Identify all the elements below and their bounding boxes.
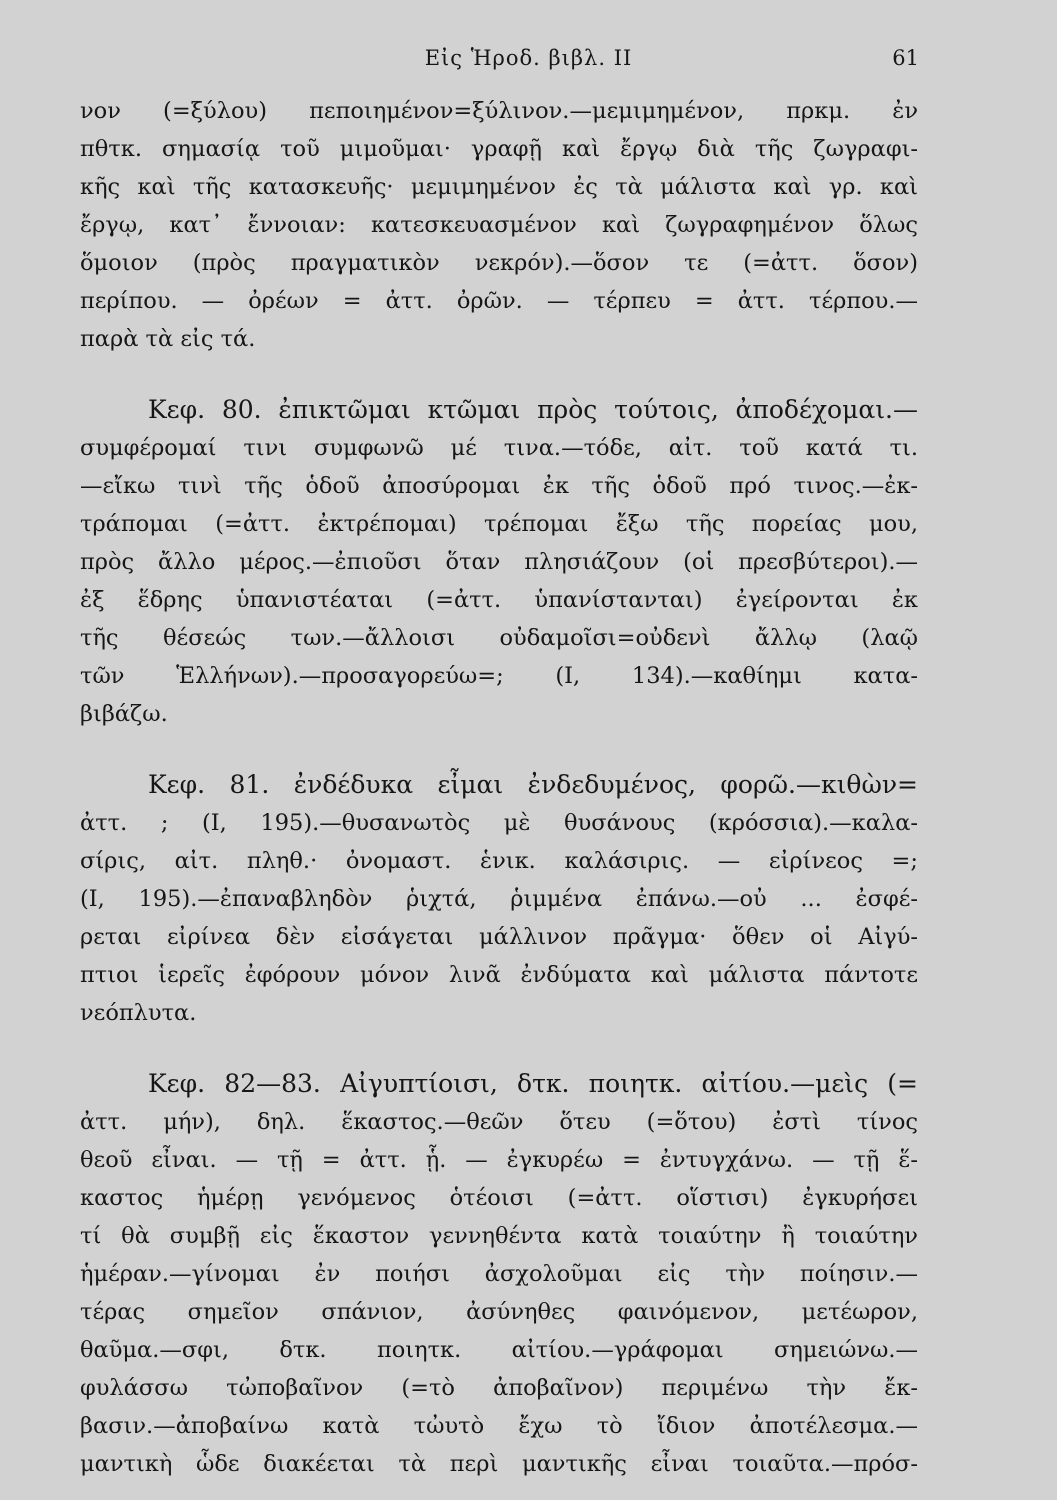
text-line: θεοῦ εἶναι. — τῇ = ἀττ. ᾗ. — ἐγκυρέω = ἐντυγχάνω. — τῇ ἕ- bbox=[80, 1147, 918, 1173]
text-line: τί θὰ συμβῇ εἰς ἕκαστον γεννηθέντα κατὰ τοιαύτην ἢ τοιαύτην bbox=[80, 1223, 918, 1249]
text-line: ἀττ. μήν), δηλ. ἕκαστος.—θεῶν ὅτευ (=ὅτου) ἐστὶ τίνος bbox=[80, 1109, 918, 1135]
text-line: —εἴκω τινὶ τῆς ὁδοῦ ἀποσύρομαι ἐκ τῆς ὁδοῦ πρό τινος.—ἐκ- bbox=[80, 473, 918, 499]
text-line: νεόπλυτα. bbox=[80, 1000, 197, 1026]
text-line: τῶν Ἑλλήνων).—προσαγορεύω=; (I, 134).—καθίημι κατα- bbox=[80, 663, 918, 689]
chapter-81-heading-line: Κεφ. 81. ἐνδέδυκα εἶμαι ἐνδεδυμένος, φορῶ.—κιθὼν= bbox=[148, 770, 918, 799]
text-line: μαντικὴ ὧδε διακέεται τὰ περὶ μαντικῆς εἶναι τοιαῦτα.—πρόσ- bbox=[80, 1451, 918, 1477]
text-line: νον (=ξύλου) πεποιημένον=ξύλινον.—μεμιμημένον, πρκμ. ἐν bbox=[80, 98, 918, 124]
text-line: περίπου. — ὀρέων = ἀττ. ὀρῶν. — τέρπευ = ἀττ. τέρπου.— bbox=[80, 288, 918, 314]
text-line: παρὰ τὰ εἰς τά. bbox=[80, 326, 256, 352]
text-line: ρεται εἰρίνεα δὲν εἰσάγεται μάλλινον πρᾶγμα· ὅθεν οἱ Αἰγύ- bbox=[80, 924, 918, 950]
text-line: ἀττ. ; (I, 195).—θυσανωτὸς μὲ θυσάνους (κρόσσια).—καλα- bbox=[80, 810, 918, 836]
running-header bbox=[0, 42, 1057, 82]
text-line: βασιν.—ἀποβαίνω κατὰ τὠυτὸ ἔχω τὸ ἴδιον ἀποτέλεσμα.— bbox=[80, 1413, 918, 1439]
text-line: τράπομαι (=ἀττ. ἐκτρέπομαι) τρέπομαι ἔξω τῆς πορείας μου, bbox=[80, 511, 918, 537]
text-line: ὅμοιον (πρὸς πραγματικὸν νεκρόν).—ὅσον τε (=ἀττ. ὅσον) bbox=[80, 250, 918, 276]
text-line: (I, 195).—ἐπαναβληδὸν ῥιχτά, ῥιμμένα ἐπάνω.—οὐ ... ἐσφέ- bbox=[80, 886, 918, 912]
text-line: πτιοι ἱερεῖς ἐφόρουν μόνον λινᾶ ἐνδύματα καὶ μάλιστα πάντοτε bbox=[80, 962, 918, 988]
text-line: ἔργῳ, κατ᾽ ἔννοιαν: κατεσκευασμένον καὶ ζωγραφημένον ὅλως bbox=[80, 212, 918, 238]
chapter-82-83-heading-line: Κεφ. 82—83. Αἰγυπτίοισι, δτκ. ποιητκ. αἰτίου.—μεὶς (= bbox=[148, 1069, 918, 1098]
page-number: 61 bbox=[892, 46, 919, 70]
text-line: ἡμέραν.—γίνομαι ἐν ποιήσι ἀσχολοῦμαι εἰς τὴν ποίησιν.— bbox=[80, 1261, 918, 1287]
running-title: Εἰς Ἡροδ. βιβλ. II bbox=[424, 46, 633, 70]
commentary-text bbox=[80, 92, 918, 1483]
text-line: θαῦμα.—σφι, δτκ. ποιητκ. αἰτίου.—γράφομαι σημειώνω.— bbox=[80, 1337, 918, 1363]
text-line: σίρις, αἰτ. πληθ.· ὀνομαστ. ἑνικ. καλάσιρις. — εἰρίνεος =; bbox=[80, 848, 918, 874]
text-line: φυλάσσω τὠποβαῖνον (=τὸ ἀποβαῖνον) περιμένω τὴν ἔκ- bbox=[80, 1375, 918, 1401]
text-line: βιβάζω. bbox=[80, 701, 168, 727]
text-line: τῆς θέσεώς των.—ἄλλοισι οὐδαμοῖσι=οὐδενὶ ἄλλῳ (λαῷ bbox=[80, 625, 918, 651]
text-line: καστος ἡμέρῃ γενόμενος ὁτέοισι (=ἀττ. οἵστισι) ἐγκυρήσει bbox=[80, 1185, 918, 1211]
text-line: κῆς καὶ τῆς κατασκευῆς· μεμιμημένον ἐς τὰ μάλιστα καὶ γρ. καὶ bbox=[80, 174, 918, 200]
text-line: πθτκ. σημασίᾳ τοῦ μιμοῦμαι· γραφῇ καὶ ἔργῳ διὰ τῆς ζωγραφι- bbox=[80, 136, 918, 162]
chapter-80-heading-line: Κεφ. 80. ἐπικτῶμαι κτῶμαι πρὸς τούτοις, ἀποδέχομαι.— bbox=[148, 395, 918, 424]
text-line: τέρας σημεῖον σπάνιον, ἀσύνηθες φαινόμενον, μετέωρον, bbox=[80, 1299, 918, 1325]
text-line: ἐξ ἕδρης ὑπανιστέαται (=ἀττ. ὑπανίστανται) ἐγείρονται ἐκ bbox=[80, 587, 918, 613]
text-line: συμφέρομαί τινι συμφωνῶ μέ τινα.—τόδε, αἰτ. τοῦ κατά τι. bbox=[80, 435, 918, 461]
text-line: πρὸς ἄλλο μέρος.—ἐπιοῦσι ὅταν πλησιάζουν (οἱ πρεσβύτεροι).— bbox=[80, 549, 918, 575]
